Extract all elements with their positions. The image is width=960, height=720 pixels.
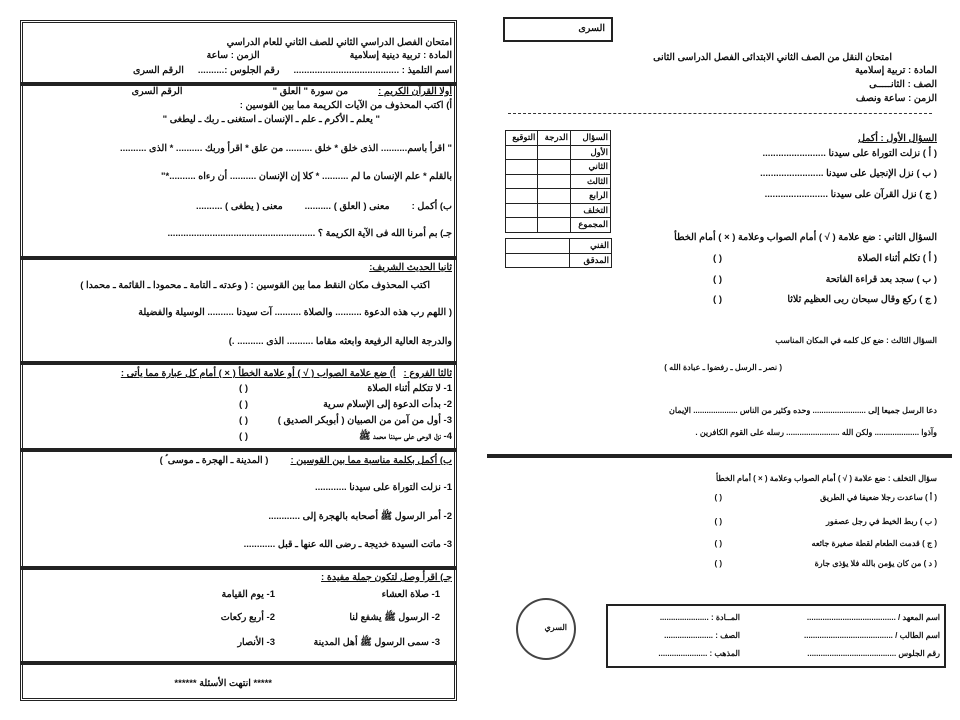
divider bbox=[20, 566, 457, 570]
divider bbox=[487, 454, 952, 458]
review-table bbox=[505, 238, 612, 268]
seat-number-field[interactable]: رقم الجلوس :.......... bbox=[197, 65, 280, 76]
hadith-line-1[interactable]: ( اللهم رب هذه الدعوة .......... والصلاة .......... آت سيدنا .......... الوسيلة والفضيلة bbox=[138, 307, 452, 318]
match-item-a: 3- سمى الرسول ﷺ أهل المدينة bbox=[313, 637, 440, 648]
signature-cell[interactable] bbox=[506, 218, 538, 233]
header-grade: الدرجة bbox=[538, 131, 571, 146]
match-item-a: 2- الرسول ﷺ يشفع لنا bbox=[349, 612, 440, 623]
makeup-item: ( أ ) ساعدت رجلا ضعيفا في الطريق bbox=[820, 493, 937, 502]
q3-line-2[interactable]: وآذوا .................... ولكن الله ........................ رسله على القوم الكافرين . bbox=[695, 428, 937, 437]
verse-line-1[interactable]: " اقرأ باسم.......... الذى خلق * خلق .......... من علق * اقرأ وربك .......... * الذى .......... bbox=[119, 143, 452, 154]
q2-title: السؤال الثاني : ضع علامة ( √ ) أمام الصواب وعلامة ( × ) أمام الخطأ bbox=[674, 232, 937, 243]
q2-row bbox=[713, 294, 937, 306]
complete-item[interactable]: 1- نزلت التوراة على سيدنا ............ bbox=[314, 482, 452, 493]
branches-header-row bbox=[121, 368, 452, 380]
makeup-item: ( ب ) ربط الخيط في رجل عصفور bbox=[825, 517, 937, 526]
secret-label: السرى bbox=[578, 23, 605, 34]
makeup-row bbox=[714, 492, 937, 504]
complete-item[interactable]: 2- أمر الرسول ﷺ أصحابه بالهجرة إلى ............ bbox=[268, 511, 452, 522]
divider bbox=[20, 361, 457, 365]
signature-cell[interactable] bbox=[506, 239, 570, 254]
divider bbox=[20, 661, 457, 665]
grade-cell[interactable] bbox=[538, 160, 571, 175]
makeup-item: ( د ) من كان يؤمن بالله فلا يؤذى جارة bbox=[814, 559, 937, 568]
meaning-alaq-field[interactable]: معنى ( العلق ) .......... bbox=[304, 201, 390, 212]
complete-choices: ( المدينة ـ الهجرة ـ موسى ؑ ) bbox=[159, 455, 269, 466]
verse-line-2[interactable]: بالقلم * علم الإنسان ما لم .......... * كلا إن الإنسان .......... أن رءاه ..........*" bbox=[161, 171, 452, 182]
dashed-divider bbox=[508, 113, 932, 114]
divider bbox=[20, 256, 457, 260]
student-info-row bbox=[133, 65, 452, 77]
row-label: الأول bbox=[570, 145, 610, 160]
q2-item: ( أ ) تكلم أثناء الصلاة bbox=[857, 253, 937, 264]
tf-item: 1- لا تتكلم أثناء الصلاة bbox=[367, 383, 452, 394]
complete-label: ب) أكمل : bbox=[411, 201, 452, 212]
answer-box[interactable]: ( ) bbox=[713, 294, 722, 305]
grade-cell[interactable] bbox=[538, 174, 571, 189]
signature-cell[interactable] bbox=[506, 203, 538, 218]
exam-title: امتحان الفصل الدراسي الثاني للصف الثاني للعام الدراسي bbox=[226, 37, 452, 48]
time: الزمن : ساعة bbox=[206, 50, 260, 61]
q3-word-bank: ( نصر ـ الرسل ـ رفضوا ـ عبادة الله ) bbox=[664, 363, 782, 372]
student-name-field[interactable]: اسم الطالب / ........................................ bbox=[804, 631, 940, 640]
quran-header-row bbox=[132, 86, 452, 98]
q3-line-1[interactable]: دعا الرسل جميعا إلى ........................ وحده وكثير من الناس .................... الإيمان bbox=[669, 406, 937, 415]
answer-box[interactable]: ( ) bbox=[239, 415, 248, 426]
grade: الصف : الثانـــــى bbox=[869, 79, 937, 90]
grade-cell[interactable] bbox=[538, 145, 571, 160]
match-item-a: 1- صلاة العشاء bbox=[381, 589, 440, 600]
info-row bbox=[660, 612, 940, 624]
q2-item: ( ج ) ركع وقال سبحان ربى العظيم ثلاثا bbox=[787, 294, 937, 305]
sect-field[interactable]: المذهب : ...................... bbox=[658, 649, 740, 658]
q1-item[interactable]: ( ب ) نزل الإنجيل على سيدنا ........................ bbox=[760, 168, 937, 179]
match-row bbox=[221, 612, 440, 624]
student-name-field[interactable]: اسم التلميذ : ........................................ bbox=[293, 65, 452, 76]
tf-item: 3- أول من آمن من الصبيان ( أبوبكر الصديق ) bbox=[277, 415, 452, 426]
match-row bbox=[237, 637, 440, 649]
header-question: السؤال bbox=[570, 131, 610, 146]
q2-row bbox=[713, 274, 937, 286]
grades-table bbox=[505, 130, 611, 233]
complete-item[interactable]: 3- ماتت السيدة خديجة ـ رضى الله عنها ـ قبل ............ bbox=[243, 539, 452, 550]
divider bbox=[20, 448, 457, 452]
row-label: المجموع bbox=[570, 218, 610, 233]
row-label: الرابع bbox=[570, 189, 610, 204]
answer-box[interactable]: ( ) bbox=[714, 517, 722, 526]
makeup-item: ( ج ) قدمت الطعام لقطة صغيرة جائعه bbox=[811, 539, 937, 548]
match-item-b: 3- الأنصار bbox=[237, 637, 275, 648]
answer-box[interactable]: ( ) bbox=[714, 539, 722, 548]
quran-question-c[interactable]: جـ) بم أمرنا الله فى الآية الكريمة ؟ ........................................................ bbox=[167, 228, 452, 239]
makeup-title: سؤال التخلف : ضع علامة ( √ ) أمام الصواب وعلامة ( × ) أمام الخطأ bbox=[715, 474, 937, 483]
quran-title: أولا القرآن الكريم : bbox=[378, 86, 452, 97]
meaning-yatgha-field[interactable]: معنى ( يطغى ) .......... bbox=[195, 201, 283, 212]
match-row bbox=[222, 589, 440, 601]
q2-row bbox=[713, 253, 937, 265]
institute-field[interactable]: اسم المعهد / ........................................ bbox=[806, 613, 940, 622]
complete-header-row bbox=[160, 455, 452, 467]
q1-item[interactable]: ( أ ) نزلت التوراة على سيدنا ........................ bbox=[762, 148, 937, 159]
row-label: المدقق bbox=[570, 253, 612, 268]
match-item-b: 1- يوم القيامة bbox=[221, 589, 275, 600]
branches-title: ثالثا الفروع : bbox=[403, 368, 452, 379]
row-label: التخلف bbox=[570, 203, 610, 218]
match-title: جـ) اقرأ وصل لتكون جملة مفيدة : bbox=[321, 572, 452, 583]
makeup-row bbox=[714, 538, 937, 550]
grade-cell[interactable] bbox=[538, 218, 571, 233]
meaning-row bbox=[196, 201, 452, 213]
info-row bbox=[664, 630, 940, 642]
answer-box[interactable]: ( ) bbox=[239, 383, 248, 394]
q2-item: ( ب ) سجد بعد قراءة الفاتحة bbox=[825, 274, 937, 285]
tf-item: 2- بدأت الدعوة إلى الإسلام سرية bbox=[323, 399, 452, 410]
signature-cell[interactable] bbox=[506, 189, 538, 204]
time: الزمن : ساعة ونصف bbox=[855, 93, 937, 104]
grade-cell[interactable] bbox=[538, 203, 571, 218]
surah-name: من سورة " العلق " bbox=[272, 86, 349, 97]
subject-time-row bbox=[206, 50, 452, 62]
q1-title: السؤال الأول : أكمل bbox=[858, 133, 937, 144]
q1-item[interactable]: ( ج ) نزل القرآن على سيدنا ........................ bbox=[764, 189, 937, 200]
answer-box[interactable]: ( ) bbox=[713, 253, 722, 264]
header-signature: التوقيع bbox=[506, 131, 538, 146]
makeup-row bbox=[714, 558, 937, 570]
secret-number-label: الرقم السرى bbox=[131, 86, 183, 97]
quran-instruction: أ) اكتب المحذوف من الآيات الكريمة مما بين القوسين : bbox=[239, 100, 452, 111]
answer-box[interactable]: ( ) bbox=[239, 431, 248, 442]
subject: المادة : تربية دينية إسلامية bbox=[349, 50, 452, 61]
row-label: الثالث bbox=[570, 174, 610, 189]
subject: المادة : تربية إسلامية bbox=[854, 65, 937, 76]
match-item-b: 2- أربع ركعات bbox=[220, 612, 275, 623]
end-of-questions: ***** انتهت الأسئلة ****** bbox=[174, 678, 272, 689]
row-label: الثاني bbox=[570, 160, 610, 175]
signature-cell[interactable] bbox=[506, 253, 570, 268]
hadith-title: ثانيا الحديث الشريف: bbox=[369, 262, 452, 273]
info-row bbox=[658, 648, 940, 660]
secret-number-label: الرقم السرى bbox=[132, 65, 184, 76]
grade-cell[interactable] bbox=[538, 189, 571, 204]
subject-field[interactable]: المــادة : ...................... bbox=[659, 613, 740, 622]
makeup-row bbox=[714, 516, 937, 528]
hadith-line-2[interactable]: والدرجة العالية الرفيعة وابعثه مقاما .......... الذى .......... .) bbox=[228, 336, 452, 347]
signature-cell[interactable] bbox=[506, 160, 538, 175]
signature-cell[interactable] bbox=[506, 145, 538, 160]
answer-box[interactable]: ( ) bbox=[239, 399, 248, 410]
signature-cell[interactable] bbox=[506, 174, 538, 189]
tf-item: 4- نزل الوحى على سيدنا محمد ﷺ bbox=[359, 431, 452, 442]
hadith-instruction: اكتب المحذوف مكان النقط مما بين القوسين : ( وعدته ـ التامة ـ محمودا ـ القائمة ـ محمدا ) bbox=[80, 280, 430, 291]
q3-title: السؤال الثالث : ضع كل كلمه في المكان المناسب bbox=[775, 336, 937, 345]
grade-field[interactable]: الصف : ...................... bbox=[664, 631, 740, 640]
seat-number-field[interactable]: رقم الجلوس ........................................ bbox=[807, 649, 940, 658]
complete-title: ب) أكمل بكلمة مناسبة مما بين القوسين : bbox=[290, 455, 452, 466]
branches-instruction: أ) ضع علامة الصواب ( √ ) أو علامة الخطأ ( × ) أمام كل عبارة مما يأتى : bbox=[120, 368, 396, 379]
answer-box[interactable]: ( ) bbox=[713, 274, 722, 285]
row-label: الفني bbox=[570, 239, 612, 254]
exam-title: امتحان النقل من الصف الثاني الابتدائى الفصل الدراسى الثانى bbox=[653, 52, 892, 63]
stamp-label: السري bbox=[544, 623, 567, 632]
answer-box[interactable]: ( ) bbox=[714, 493, 722, 502]
answer-box[interactable]: ( ) bbox=[714, 559, 722, 568]
word-bank: " يعلم ـ الأكرم ـ علم ـ الإنسان ـ استغنى ـ ربك ـ ليطغى " bbox=[162, 114, 380, 125]
